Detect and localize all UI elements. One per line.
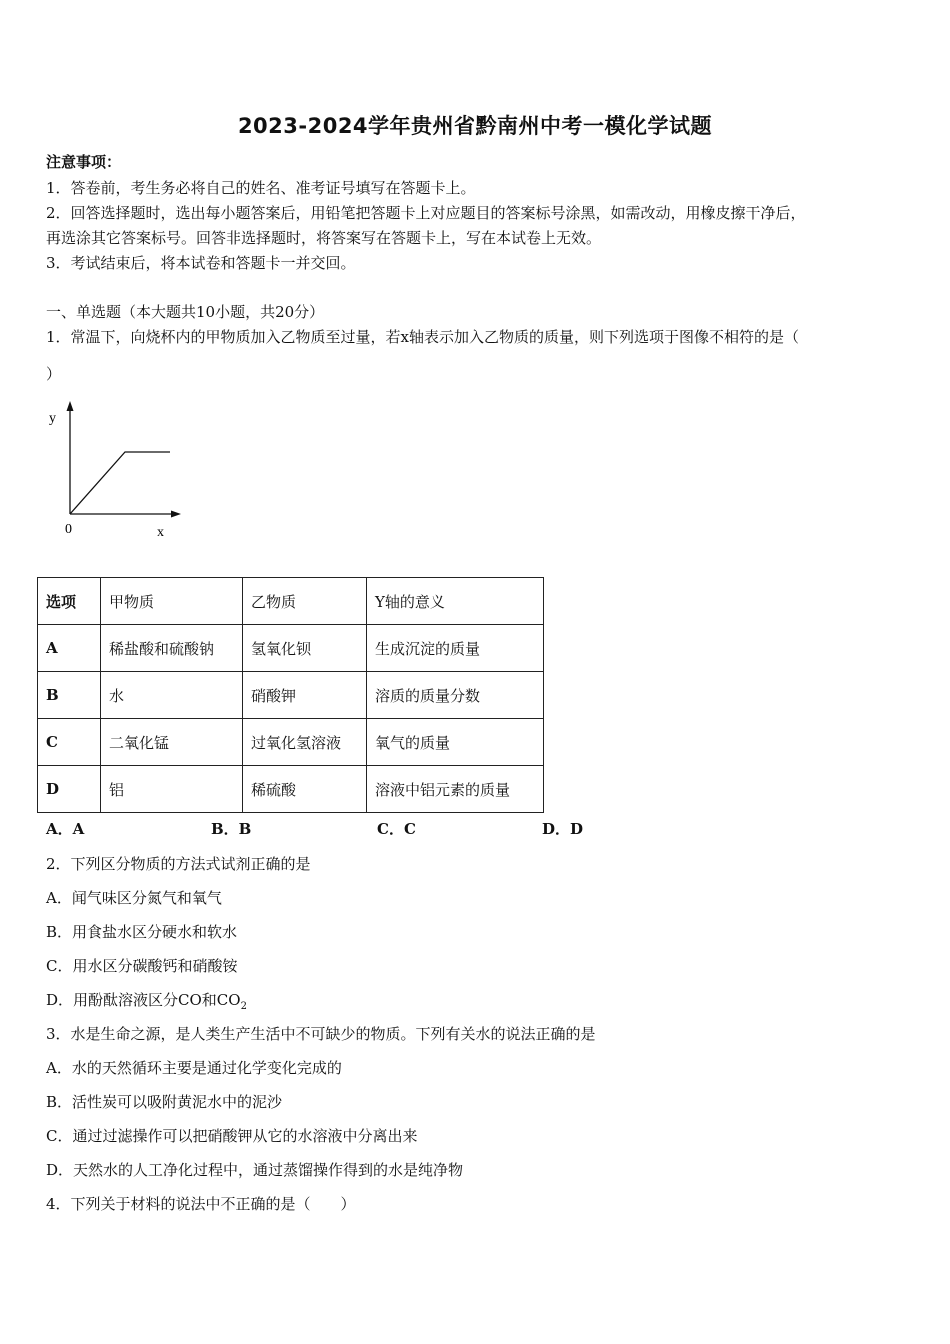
table-header: 选项: [38, 578, 101, 625]
table-cell: C: [38, 719, 101, 766]
option-b: B．用食盐水区分硬水和软水: [46, 923, 238, 941]
option-d-text: D．用酚酞溶液区分CO和CO: [46, 991, 241, 1009]
option-c: C．C: [377, 820, 416, 838]
question-1-table: [37, 577, 544, 813]
y-axis-label: y: [49, 411, 56, 426]
option-a: A．闻气味区分氮气和氧气: [46, 889, 222, 907]
option-d: D．天然水的人工净化过程中，通过蒸馏操作得到的水是纯净物: [46, 1161, 464, 1179]
table-cell: A: [38, 625, 101, 672]
table-header: Y轴的意义: [367, 578, 544, 625]
table-row: [38, 625, 544, 672]
table-cell: D: [38, 766, 101, 813]
table-cell: B: [38, 672, 101, 719]
table-row: [38, 766, 544, 813]
option-a: A．A: [46, 820, 85, 838]
notice-item: 1．答卷前，考生务必将自己的姓名、准考证号填写在答题卡上。: [46, 179, 476, 197]
table-cell: 氧气的质量: [367, 719, 544, 766]
option-d: D．D: [542, 820, 584, 838]
page-title: 2023-2024学年贵州省黔南州中考一模化学试题: [237, 114, 713, 138]
table-row: [38, 672, 544, 719]
table-cell: 溶质的质量分数: [367, 672, 544, 719]
table-cell: 铝: [101, 766, 243, 813]
option-a: A．水的天然循环主要是通过化学变化完成的: [46, 1059, 342, 1077]
notice-item: 2．回答选择题时，选出每小题答案后，用铅笔把答题卡上对应题目的答案标号涂黑，如需改动，用橡皮擦干净后，: [46, 204, 806, 222]
question-1-stem: 1．常温下，向烧杯内的甲物质加入乙物质至过量，若x轴表示加入乙物质的质量，则下列选项于图像不相符的是（: [46, 328, 800, 346]
table-cell: 生成沉淀的质量: [367, 625, 544, 672]
question-2-stem: 2．下列区分物质的方法式试剂正确的是: [46, 855, 311, 873]
table-header-row: [38, 578, 544, 625]
table-row: [38, 719, 544, 766]
section-heading: 一、单选题（本大题共10小题，共20分）: [46, 303, 325, 321]
question-3-stem: 3．水是生命之源，是人类生产生活中不可缺少的物质。下列有关水的说法正确的是: [46, 1025, 596, 1043]
table-cell: 过氧化氢溶液: [243, 719, 367, 766]
table-cell: 水: [101, 672, 243, 719]
y-axis-arrow: [67, 401, 74, 411]
question-1-graph: [40, 398, 190, 548]
table-header: 甲物质: [101, 578, 243, 625]
subscript: 2: [240, 1001, 247, 1012]
option-c: C．用水区分碳酸钙和硝酸铵: [46, 957, 238, 975]
table-cell: 硝酸钾: [243, 672, 367, 719]
option-c: C．通过过滤操作可以把硝酸钾从它的水溶液中分离出来: [46, 1127, 418, 1145]
notice-item: 3．考试结束后，将本试卷和答题卡一并交回。: [46, 254, 356, 272]
table-cell: 氢氧化钡: [243, 625, 367, 672]
x-axis-arrow: [171, 511, 181, 518]
question-1-stem-end: ）: [46, 365, 62, 383]
notice-item: 再选涂其它答案标号。回答非选择题时，将答案写在答题卡上，写在本试卷上无效。: [46, 229, 602, 247]
notice-heading: 注意事项：: [46, 153, 122, 171]
table-cell: 稀硫酸: [243, 766, 367, 813]
option-d: [46, 989, 247, 1012]
table-cell: 溶液中铝元素的质量: [367, 766, 544, 813]
table-header: 乙物质: [243, 578, 367, 625]
table-cell: 稀盐酸和硫酸钠: [101, 625, 243, 672]
question-4-stem: 4．下列关于材料的说法中不正确的是（ ）: [46, 1195, 356, 1213]
option-b: B．活性炭可以吸附黄泥水中的泥沙: [46, 1093, 283, 1111]
origin-label: 0: [65, 522, 72, 537]
option-b: B．B: [211, 820, 252, 838]
table-cell: 二氧化锰: [101, 719, 243, 766]
graph-curve: [70, 452, 170, 514]
x-axis-label: x: [157, 525, 164, 540]
